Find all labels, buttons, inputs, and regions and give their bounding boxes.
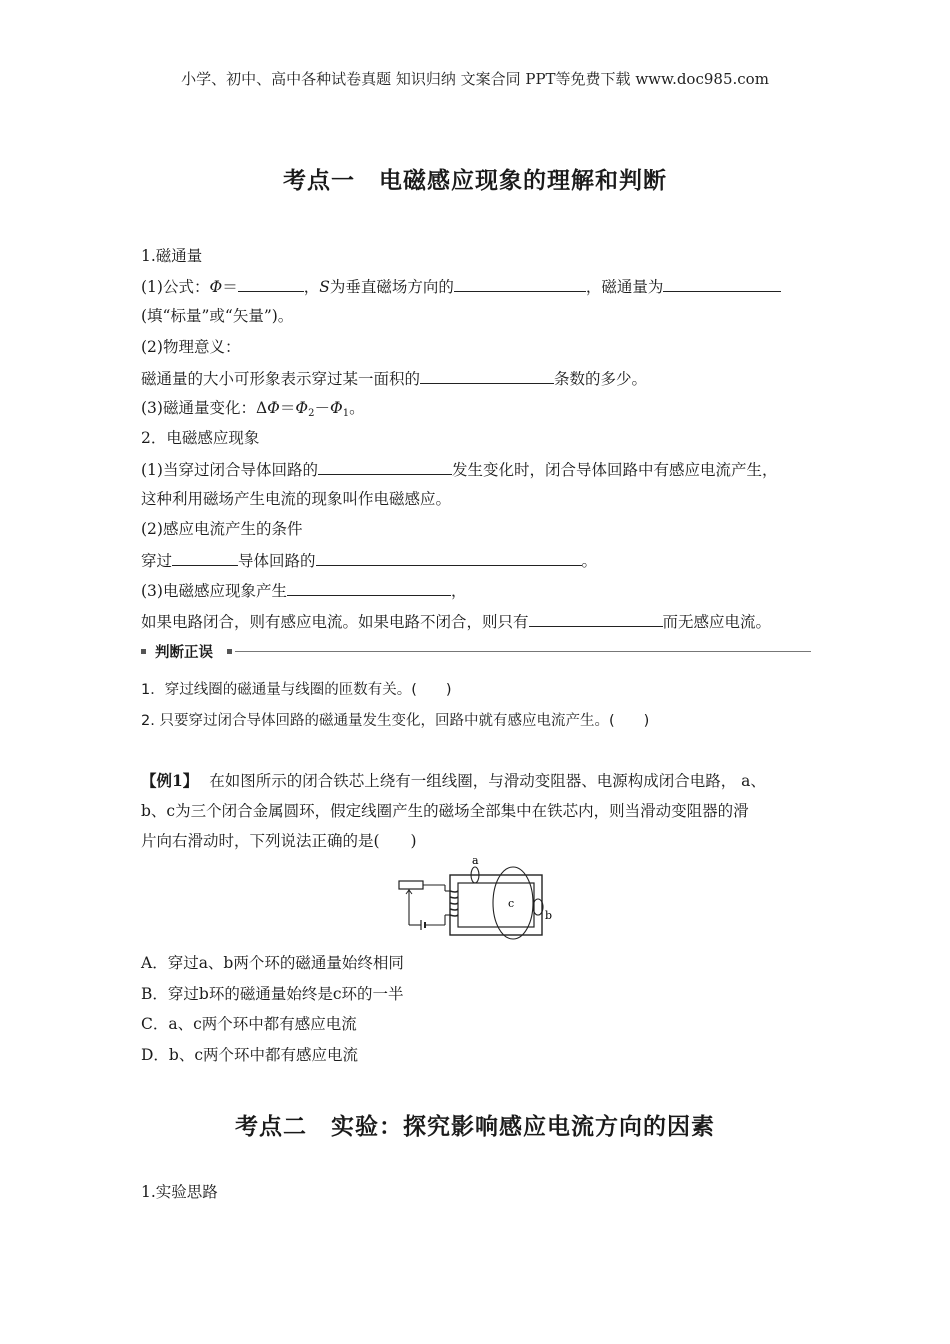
option-d[interactable]: D．b、c两个环中都有感应电流: [141, 1046, 359, 1064]
blank-flux-change[interactable]: [318, 459, 452, 475]
rheostat: [399, 881, 423, 889]
judge-item-2: 2. 只要穿过闭合导体回路的磁通量发生变化，回路中就有感应电流产生。( ): [141, 713, 650, 729]
physical-meaning-body: 磁通量的大小可形象表示穿过某一面积的 条数的多少。: [141, 370, 648, 388]
judge-item-1: 1．穿过线圈的磁通量与线圈的匝数有关。( ): [141, 682, 452, 698]
phenomenon-line-2: 如果电路闭合，则有感应电流。如果电路不闭合，则只有 而无感应电流。: [141, 613, 772, 631]
condition-body: 穿过 导体回路的 。: [141, 552, 598, 570]
page-header: 小学、初中、高中各种试卷真题 知识归纳 文案合同 PPT等免费下载 www.doc985.com: [181, 70, 769, 88]
induction-definition: (1)当穿过闭合导体回路的 发生变化时，闭合导体回路中有感应电流产生，: [141, 461, 778, 479]
induction-definition-2: 这种利用磁场产生电流的现象叫作电磁感应。: [141, 490, 452, 508]
label-b: b: [545, 909, 553, 922]
example-line-2: b、c为三个闭合金属圆环，假定线圈产生的磁场全部集中在铁芯内，则当滑动变阻器的滑: [141, 802, 749, 820]
option-b[interactable]: B．穿过b环的磁通量始终是c环的一半: [141, 985, 404, 1003]
example-label: 【例1】: [141, 771, 199, 790]
option-c[interactable]: C．a、c两个环中都有感应电流: [141, 1015, 357, 1033]
subheading-experiment: 1.实验思路: [141, 1183, 218, 1201]
label-c: c: [508, 897, 515, 910]
section-title-1: 考点一 电磁感应现象的理解和判断: [283, 168, 667, 194]
flux-change: (3)磁通量变化：$\Delta\Phi=\Phi_2-\Phi_1$。: [141, 399, 365, 419]
label-a: a: [472, 855, 479, 867]
option-a[interactable]: A．穿过a、b两个环的磁通量始终相同: [141, 954, 404, 972]
subheading-induction: 2．电磁感应现象: [141, 429, 260, 447]
flux-hint: (填“标量”或“矢量”)。: [141, 307, 294, 325]
circuit-figure: [395, 855, 560, 940]
blank-emf[interactable]: [529, 611, 663, 627]
example-line-1: 【例1】 在如图所示的闭合铁芯上绕有一组线圈，与滑动变阻器、电源构成闭合电路， a、: [141, 771, 766, 790]
phenomenon-line: (3)电磁感应现象产生 ，: [141, 582, 467, 600]
coil: [450, 891, 458, 916]
blank-phenomenon[interactable]: [287, 580, 451, 596]
blank-scalar-vector[interactable]: [663, 276, 781, 292]
blank-condition[interactable]: [316, 550, 582, 566]
bullet-square-icon: [141, 649, 146, 654]
blank-formula[interactable]: [238, 276, 304, 292]
blank-closed[interactable]: [172, 550, 238, 566]
bullet-square-icon: [227, 649, 232, 654]
blank-area[interactable]: [454, 276, 586, 292]
flux-formula-line: (1)公式：Φ＝ ，S为垂直磁场方向的 ，磁通量为: [141, 276, 781, 297]
judge-section-bar: [141, 641, 811, 661]
subheading-flux: 1.磁通量: [141, 247, 203, 265]
condition-heading: (2)感应电流产生的条件: [141, 520, 303, 538]
blank-field-lines[interactable]: [420, 368, 554, 384]
judge-title: 判断正误: [155, 645, 213, 661]
divider: [235, 651, 811, 652]
example-line-3: 片向右滑动时，下列说法正确的是( ): [141, 832, 417, 850]
section-title-2: 考点二 实验：探究影响感应电流方向的因素: [235, 1114, 715, 1140]
physical-meaning: (2)物理意义：: [141, 338, 241, 356]
